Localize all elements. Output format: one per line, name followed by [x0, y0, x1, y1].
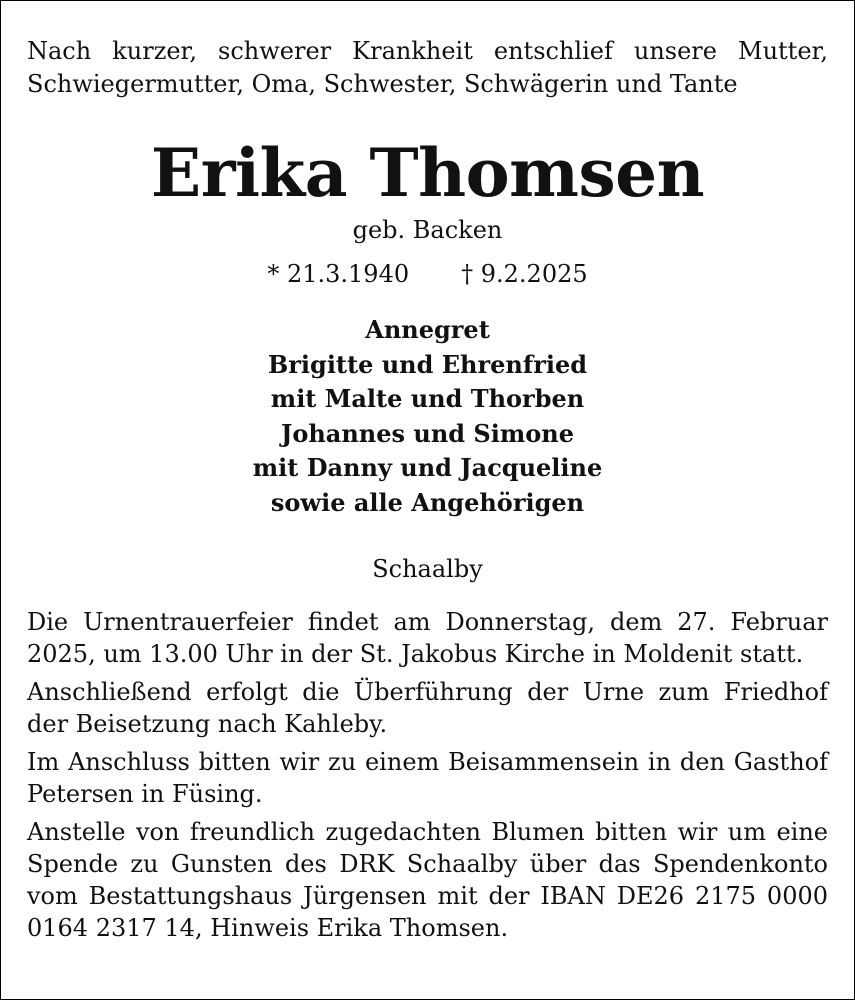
burial-paragraph: Anschließend erfolgt die Überführung der Urne zum Friedhof der Beisetzung nach Kahleby. [27, 678, 828, 738]
ceremony-paragraph: Die Urnentrauerfeier findet am Donnerstag, dem 27. Februar 2025, um 13.00 Uhr in der St. Jakobus Kirche in Moldenit statt. [27, 608, 828, 668]
mourner-line: Brigitte und Ehrenfried [267, 349, 588, 379]
death-date: † 9.2.2025 [461, 260, 588, 288]
mourner-line: mit Danny und Jacqueline [252, 453, 603, 482]
deceased-name: Erika Thomsen [150, 134, 705, 212]
life-dates [27, 259, 828, 289]
mourner-line: sowie alle Angehörigen [270, 487, 585, 517]
intro-line-2: Schwiegermutter, Oma, Schwester, Schwägerin und Tante [27, 70, 738, 98]
mourner-line: mit Malte und Thorben [270, 384, 585, 413]
mourner-line: Annegret [365, 315, 490, 344]
birth-name: geb. Backen [352, 216, 503, 244]
intro-line-1: Nach kurzer, schwerer Krankheit entschlief unsere Mutter, [27, 37, 828, 65]
intro-text [27, 35, 828, 101]
mourner-line: Johannes und Simone [280, 418, 574, 448]
donation-paragraph: Anstelle von freundlich zugedachten Blumen bitten wir um eine Spende zu Gunsten des DRK Schaalby über das Spendenkonto vom Bestattungshaus Jürgensen mit der IBAN DE26 2175 0000 0164 2317 14, Hinweis Erika Thomsen. [27, 818, 828, 942]
gathering-paragraph: Im Anschluss bitten wir zu einem Beisammensein in den Gasthof Petersen in Füsing. [27, 748, 828, 808]
birth-date: * 21.3.1940 [267, 260, 410, 288]
ceremony-details [27, 606, 828, 944]
mourners-list [27, 313, 828, 520]
place-name: Schaalby [372, 555, 483, 583]
